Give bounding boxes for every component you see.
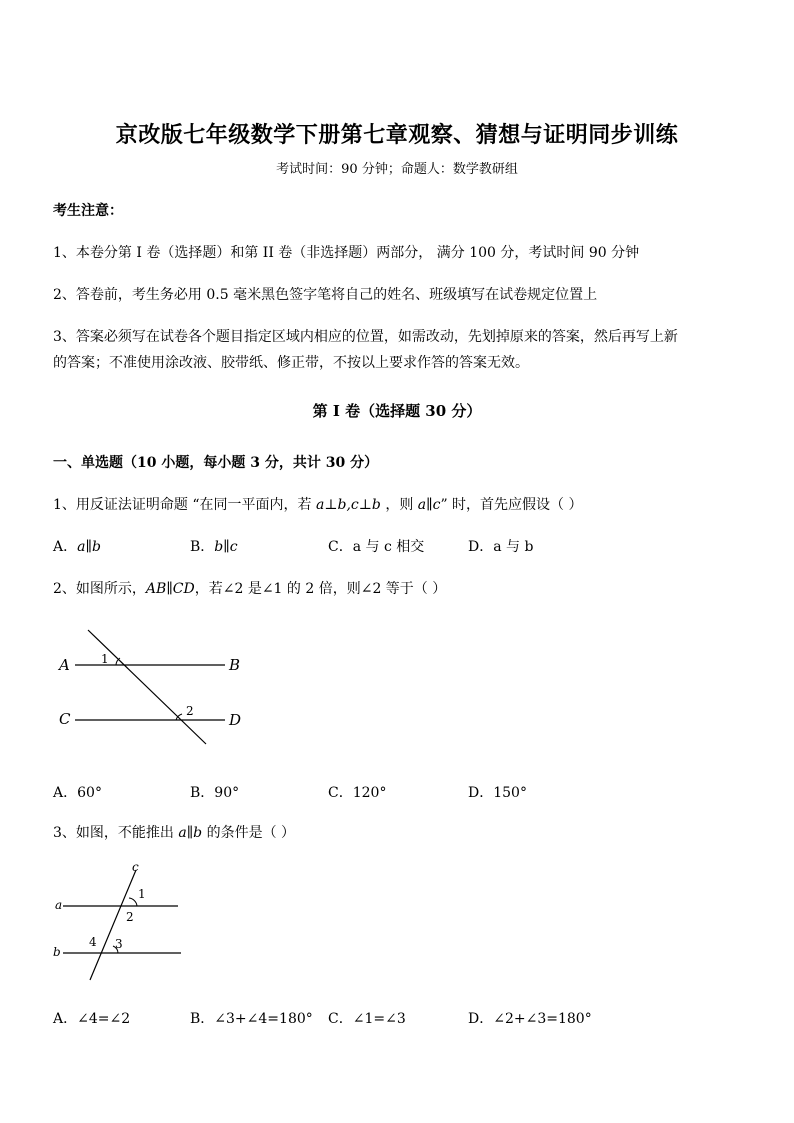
- option-letter: A．: [53, 785, 78, 801]
- label-b: B: [229, 656, 241, 674]
- option-letter: C．: [328, 1011, 353, 1027]
- q1-stem-c: ” 时，首先应假设（ ）: [440, 497, 583, 513]
- question-2-stem: [53, 578, 446, 598]
- option-text: a∥b: [77, 539, 101, 555]
- option-text: 60°: [77, 785, 102, 801]
- q1-option-d[interactable]: [468, 536, 533, 556]
- label-angle-3: 3: [115, 937, 123, 951]
- notice-item-3-line-1: 3、答案必须写在试卷各个题目指定区域内相应的位置，如需改动，先划掉原来的答案，然后再写上新: [53, 329, 678, 345]
- label-a: A: [59, 656, 70, 674]
- option-text: 90°: [214, 785, 240, 801]
- option-letter: C．: [328, 785, 353, 801]
- label-angle-1: 1: [101, 652, 109, 666]
- option-letter: B．: [190, 1011, 215, 1027]
- option-text: b∥c: [214, 539, 238, 555]
- option-text: 150°: [493, 785, 527, 801]
- q3-figure: [45, 858, 195, 988]
- transversal: [88, 630, 206, 744]
- label-line-a: a: [55, 898, 63, 912]
- option-letter: B．: [190, 539, 215, 555]
- option-letter: A．: [53, 539, 78, 555]
- option-text: ∠4=∠2: [77, 1011, 131, 1027]
- label-line-b: b: [53, 945, 61, 959]
- question-1-stem: [53, 494, 583, 514]
- option-letter: B．: [190, 785, 215, 801]
- option-text: ∠1=∠3: [352, 1011, 406, 1027]
- option-letter: D．: [468, 1011, 494, 1027]
- q3-stem-b: 的条件是（ ）: [202, 825, 296, 841]
- option-letter: C．: [328, 539, 353, 555]
- label-angle-2: 2: [126, 910, 134, 924]
- part-heading: 一、单选题（10 小题，每小题 3 分，共计 30 分）: [53, 455, 379, 471]
- q3-condition: a∥b: [178, 825, 203, 841]
- option-text: 120°: [352, 785, 387, 801]
- label-angle-4: 4: [89, 935, 97, 949]
- option-text: ∠3+∠4=180°: [214, 1011, 313, 1027]
- option-text: ∠2+∠3=180°: [493, 1011, 592, 1027]
- notice-item-3-line-2: 的答案；不准使用涂改液、胶带纸、修正带，不按以上要求作答的答案无效。: [53, 355, 529, 371]
- option-letter: A．: [53, 1011, 78, 1027]
- angle-1-arc: [129, 898, 137, 906]
- line-c: [90, 870, 136, 980]
- option-letter: D．: [468, 785, 494, 801]
- label-d: D: [229, 711, 242, 729]
- notice-item-2: 2、答卷前，考生务必用 0.5 毫米黑色签字笔将自己的姓名、班级填写在试卷规定位置上: [53, 287, 598, 303]
- q1-condition-2: a∥c: [417, 497, 441, 513]
- notice-item-1: 1、本卷分第 I 卷（选择题）和第 II 卷（非选择题）两部分， 满分 100 分，考试时间 90 分钟: [53, 245, 640, 261]
- angle-2-arc: [176, 714, 182, 720]
- q1-option-b[interactable]: [190, 536, 238, 556]
- q2-option-b[interactable]: [190, 782, 239, 802]
- q3-option-a[interactable]: [53, 1008, 130, 1028]
- exam-info: 考试时间：90 分钟；命题人：数学教研组: [276, 162, 518, 177]
- q2-condition: AB∥CD: [145, 581, 195, 597]
- option-text: a 与 b: [493, 539, 534, 555]
- option-text: a 与 c 相交: [352, 539, 425, 555]
- q3-option-c[interactable]: [328, 1008, 406, 1028]
- document-title: 京改版七年级数学下册第七章观察、猜想与证明同步训练: [115, 122, 679, 148]
- label-c: C: [59, 710, 71, 728]
- q1-stem-a: 1、用反证法证明命题 “在同一平面内，若: [53, 497, 316, 513]
- q1-stem-b: ，则: [380, 497, 418, 513]
- option-letter: D．: [468, 539, 494, 555]
- label-angle-2: 2: [186, 704, 194, 718]
- angle-1-arc: [116, 658, 120, 665]
- q2-option-c[interactable]: [328, 782, 386, 802]
- q1-option-a[interactable]: [53, 536, 101, 556]
- question-3-stem: [53, 822, 295, 842]
- q2-figure: [50, 620, 270, 755]
- q3-stem-a: 3、如图，不能推出: [53, 825, 179, 841]
- q2-option-d[interactable]: [468, 782, 527, 802]
- q3-option-b[interactable]: [190, 1008, 313, 1028]
- q2-stem-b: ，若∠2 是∠1 的 2 倍，则∠2 等于（ ）: [194, 581, 447, 597]
- q1-condition-1: a⊥b,c⊥b: [315, 497, 381, 513]
- label-angle-1: 1: [138, 887, 146, 901]
- q2-option-a[interactable]: [53, 782, 102, 802]
- label-line-c: c: [132, 860, 139, 874]
- q2-stem-a: 2、如图所示，: [53, 581, 146, 597]
- q1-option-c[interactable]: [328, 536, 424, 556]
- q3-option-d[interactable]: [468, 1008, 592, 1028]
- notice-heading: 考生注意：: [53, 203, 123, 219]
- section-title: 第 I 卷（选择题 30 分）: [312, 402, 482, 420]
